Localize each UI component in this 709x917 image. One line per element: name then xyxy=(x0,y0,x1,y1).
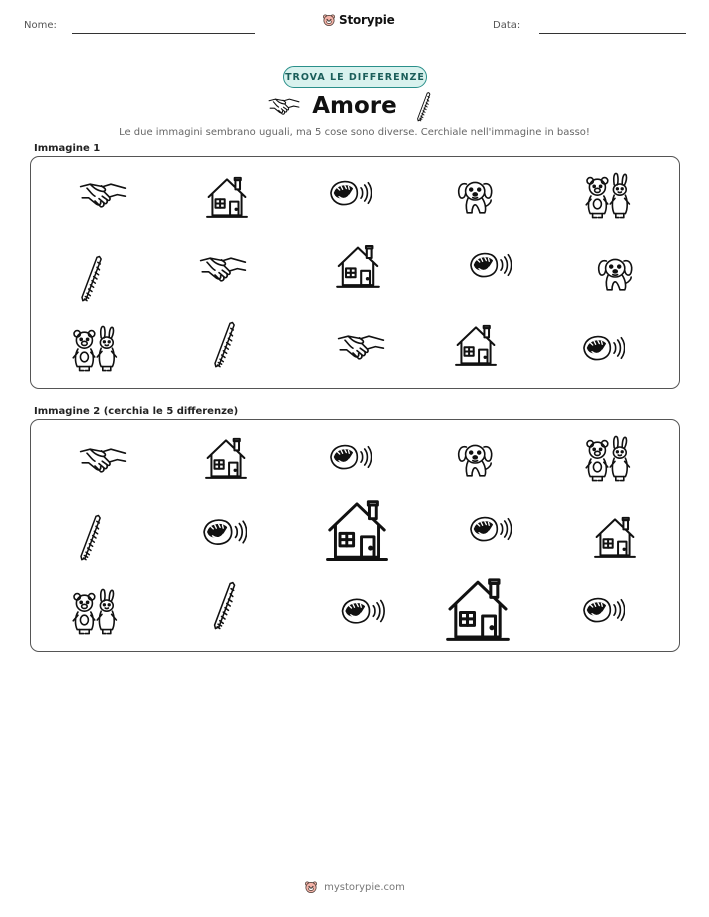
name-line[interactable] xyxy=(72,33,255,34)
mouth-icon xyxy=(201,516,247,548)
handshake-icon xyxy=(79,442,127,474)
mouth-icon xyxy=(328,442,372,472)
date-line[interactable] xyxy=(539,33,686,34)
brand-name: Storypie xyxy=(339,13,395,27)
mouth-icon xyxy=(581,595,625,625)
activity-badge: TROVA LE DIFFERENZE xyxy=(283,66,427,88)
handshake-icon xyxy=(199,251,247,283)
teddy-bunny-icon xyxy=(583,435,631,483)
rope-icon xyxy=(76,513,106,563)
house-icon xyxy=(203,435,249,481)
teddy-bunny-icon xyxy=(583,172,631,220)
image2-label: Immagine 2 (cerchia le 5 differenze) xyxy=(34,406,239,417)
mouth-icon xyxy=(328,178,372,208)
page-title: Amore xyxy=(312,93,397,119)
image1-panel xyxy=(30,156,680,389)
teddy-bunny-icon xyxy=(70,325,118,373)
house-icon xyxy=(443,574,513,644)
puppy-icon xyxy=(596,251,636,295)
mouth-icon xyxy=(468,250,512,280)
rope-icon xyxy=(414,91,434,123)
name-label: Nome: xyxy=(24,20,57,31)
image1-label: Immagine 1 xyxy=(34,143,101,154)
rope-icon xyxy=(210,580,240,632)
date-label: Data: xyxy=(493,20,521,31)
teddy-bunny-icon xyxy=(70,588,118,636)
house-icon xyxy=(204,174,250,220)
house-icon xyxy=(453,322,499,368)
handshake-icon xyxy=(79,177,127,209)
house-icon xyxy=(334,242,382,290)
bear-logo-icon xyxy=(304,880,318,894)
puppy-icon xyxy=(456,437,496,481)
footer xyxy=(0,880,709,894)
house-icon xyxy=(592,514,638,560)
image2-panel[interactable] xyxy=(30,419,680,652)
rope-icon xyxy=(77,254,107,304)
instructions-text: Le due immagini sembrano uguali, ma 5 cose sono diverse. Cerchiale nell'immagine in basso! xyxy=(119,127,590,138)
handshake-icon xyxy=(337,329,385,361)
mouth-icon xyxy=(339,596,385,626)
brand-logo xyxy=(322,13,395,27)
house-icon xyxy=(323,496,391,564)
mouth-icon xyxy=(581,333,625,363)
rope-icon xyxy=(210,320,240,370)
footer-url[interactable]: mystorypie.com xyxy=(324,881,405,893)
puppy-icon xyxy=(456,174,496,218)
bear-logo-icon xyxy=(322,13,336,27)
mouth-icon xyxy=(468,514,512,544)
